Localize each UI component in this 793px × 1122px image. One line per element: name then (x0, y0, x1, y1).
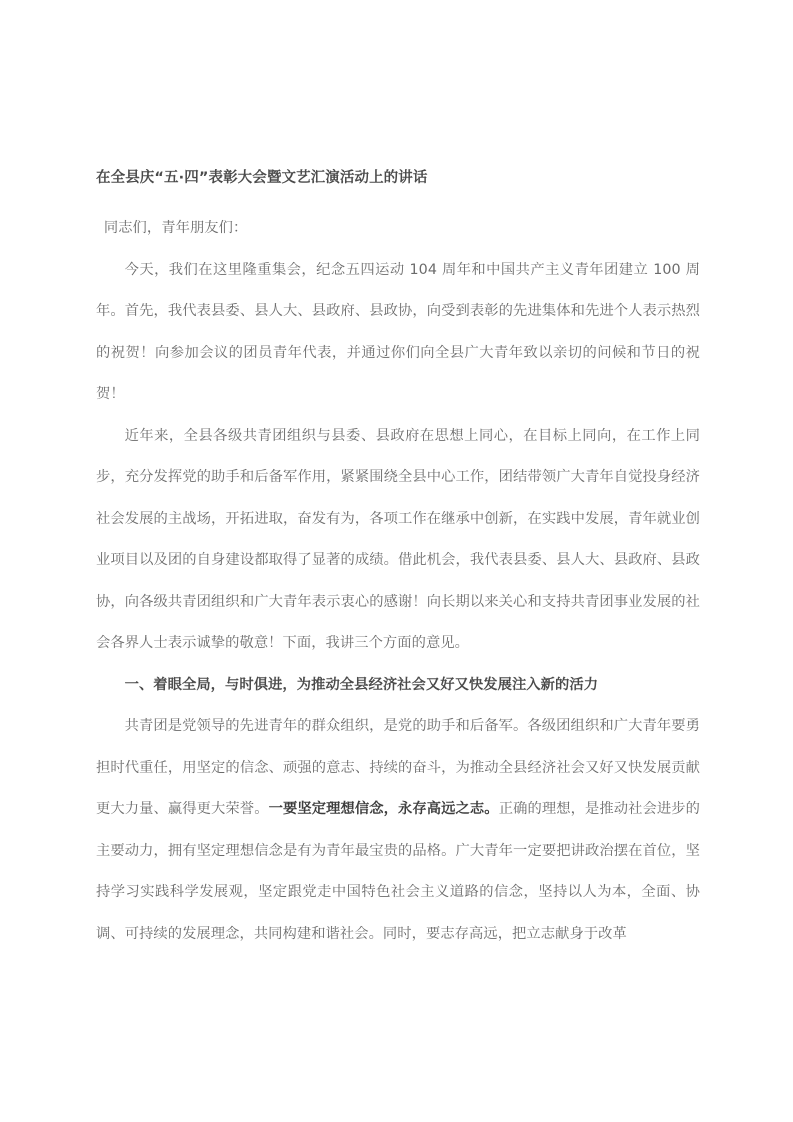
section-heading-one: 一、着眼全局，与时俱进，为推动全县经济社会又好又快发展注入新的活力 (124, 676, 599, 693)
document-body (96, 166, 700, 955)
paragraph-text-segment-1: 共青团是党领导的先进青年的群众组织，是党的助手和后备军。各级团组织和广大青年要勇担时代重任，用坚定的信念、顽强的意志、持续的奋斗，为推动全县经济社会又好又快发展贡献更大力量、赢得更大荣誉。 (96, 718, 700, 817)
paragraph-opening-remarks: 今天，我们在这里隆重集会，纪念五四运动 104 周年和中国共产主义青年团建立 100 周年。首先，我代表县委、县人大、县政府、县政协，向受到表彰的先进集体和先进个人表示热烈的祝贺！向参加会议的团员青年代表，并通过你们向全县广大青年致以亲切的问候和节日的祝贺！ (96, 261, 700, 402)
paragraph-recent-years-review: 近年来，全县各级共青团组织与县委、县政府在思想上同心，在目标上同向，在工作上同步，充分发挥党的助手和后备军作用，紧紧围绕全县中心工作，团结带领广大青年自觉投身经济社会发展的主战场，开拓进取，奋发有为，各项工作在继承中创新，在实践中发展，青年就业创业项目以及团的自身建设都取得了显著的成绩。借此机会，我代表县委、县人大、县政府、县政协，向各级共青团组织和广大青年表示衷心的感谢！向长期以来关心和支持共青团事业发展的社会各界人士表示诚挚的敬意！下面，我讲三个方面的意见。 (96, 427, 700, 651)
paragraph-text-segment-2: 正确的理想，是推动社会进步的主要动力，拥有坚定理想信念是有为青年最宝贵的品格。广大青年一定要把讲政治摆在首位，坚持学习实践科学发展观，坚定跟党走中国特色社会主义道路的信念，坚持以人为本，全面、协调、可持续的发展理念，共同构建和谐社会。同时，要志存高远，把立志献身于改革 (96, 801, 700, 942)
paragraph-bold-emphasis: 一要坚定理想信念，永存高远之志。 (268, 801, 499, 817)
paragraph-youth-league-mission (96, 706, 700, 955)
page-title: 在全县庆“五·四”表彰大会暨文艺汇演活动上的讲话 (96, 170, 428, 186)
salutation-paragraph: 同志们，青年朋友们： (103, 220, 248, 236)
